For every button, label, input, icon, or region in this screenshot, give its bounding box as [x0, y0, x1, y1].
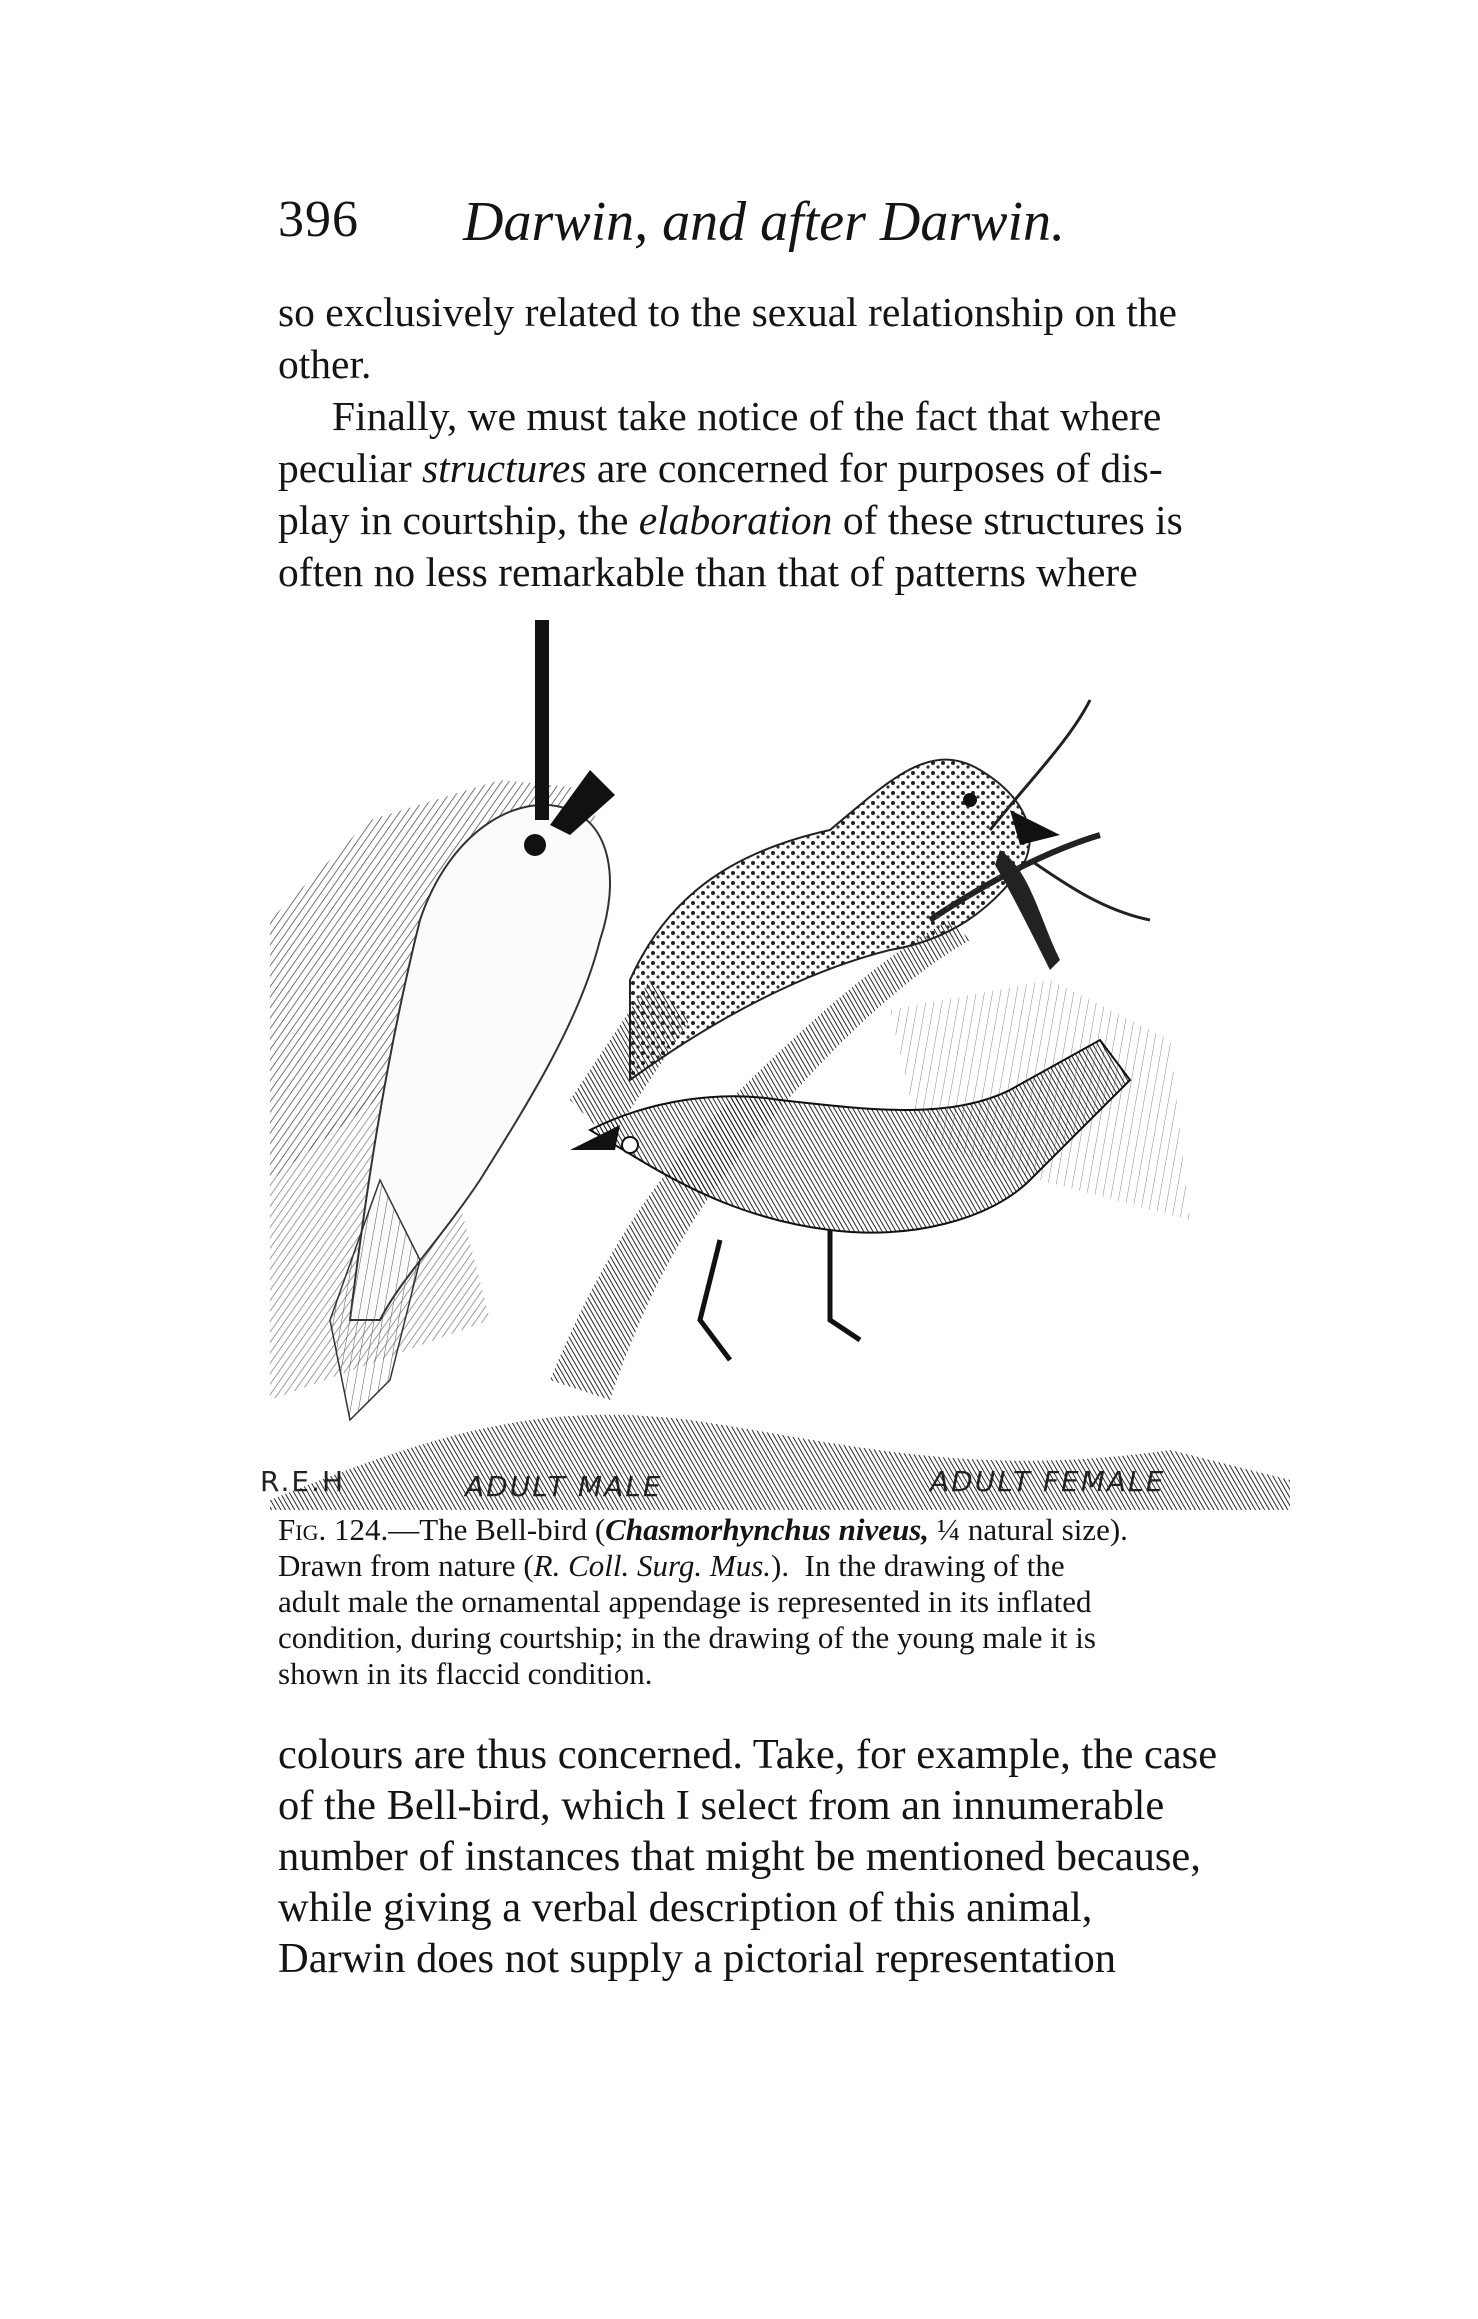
text-span: while giving a verbal description of this animal, [278, 1884, 1093, 1931]
text-line [278, 286, 1278, 338]
caption-number: 124. [333, 1512, 389, 1547]
label-adult-female: ADULT FEMALE [930, 1465, 1166, 1498]
caption-line [278, 1584, 1276, 1620]
emphasis-elaboration: elaboration [638, 497, 833, 543]
caption-text: —The Bell-bird ( [388, 1512, 606, 1547]
engraving-svg [270, 620, 1300, 1510]
text-span: peculiar [278, 445, 423, 491]
caption-text: shown in its flaccid condition. [278, 1656, 653, 1691]
body-text-bottom [278, 1729, 1278, 1984]
adult-male-eye [524, 834, 546, 856]
page-number: 396 [278, 191, 359, 248]
caption-text: condition, during courtship; in the drawing of the young male it is [278, 1620, 1096, 1655]
bell-bird-illustration [260, 620, 1300, 1510]
caption-line [278, 1620, 1276, 1656]
text-line [278, 442, 1278, 494]
adult-female-leg [700, 1240, 730, 1360]
text-span: number of instances that might be mentioned because, [278, 1833, 1201, 1880]
caption-line [278, 1656, 1276, 1692]
young-male-wattle [995, 850, 1060, 970]
text-span: Darwin does not supply a pictorial representation [278, 1935, 1116, 1982]
label-adult-male: ADULT MALE [465, 1470, 663, 1503]
body-text-top [278, 286, 1278, 598]
caption-line [278, 1548, 1276, 1584]
text-span: often no less remarkable than that of patterns where [278, 549, 1138, 595]
adult-female-leg [830, 1230, 860, 1340]
text-line [278, 546, 1278, 598]
engraver-mark: R.E.H [260, 1465, 346, 1498]
text-span: Finally, we must take notice of the fact that where [332, 393, 1162, 439]
text-line [278, 390, 1278, 442]
text-span: of the Bell-bird, which I select from an innumerable [278, 1782, 1165, 1829]
caption-text: adult male the ornamental appendage is represented in its inflated [278, 1584, 1092, 1619]
figure-caption [278, 1512, 1276, 1692]
caption-text: Drawn from nature ( [278, 1548, 534, 1583]
text-line [278, 1831, 1278, 1882]
caption-species: Chasmorhynchus niveus, [605, 1512, 930, 1547]
text-line [278, 338, 1278, 390]
text-span: of these structures is [832, 497, 1183, 543]
text-span: play in courtship, the [278, 497, 639, 543]
text-line [278, 1882, 1278, 1933]
adult-male-wattle [535, 620, 549, 820]
text-line [278, 1729, 1278, 1780]
text-line [278, 1933, 1278, 1984]
text-span: other. [278, 341, 372, 387]
text-span: colours are thus concerned. Take, for example, the case [278, 1731, 1218, 1778]
emphasis-structures: structures [422, 445, 587, 491]
text-span: are concerned for purposes of dis- [586, 445, 1163, 491]
adult-female-eye [622, 1137, 638, 1153]
running-title: Darwin, and after Darwin. [463, 191, 1066, 253]
caption-text: ). In the drawing of the [771, 1548, 1065, 1583]
text-span: so exclusively related to the sexual relationship on the [278, 289, 1177, 335]
running-header [278, 190, 1278, 270]
caption-fig: Fig. [278, 1512, 327, 1547]
caption-line [278, 1512, 1276, 1548]
text-line [278, 494, 1278, 546]
text-line [278, 1780, 1278, 1831]
caption-source: R. Coll. Surg. Mus. [533, 1548, 772, 1583]
caption-text: ¼ natural size). [929, 1512, 1128, 1547]
twig [1030, 860, 1150, 920]
young-male-eye [963, 793, 977, 807]
